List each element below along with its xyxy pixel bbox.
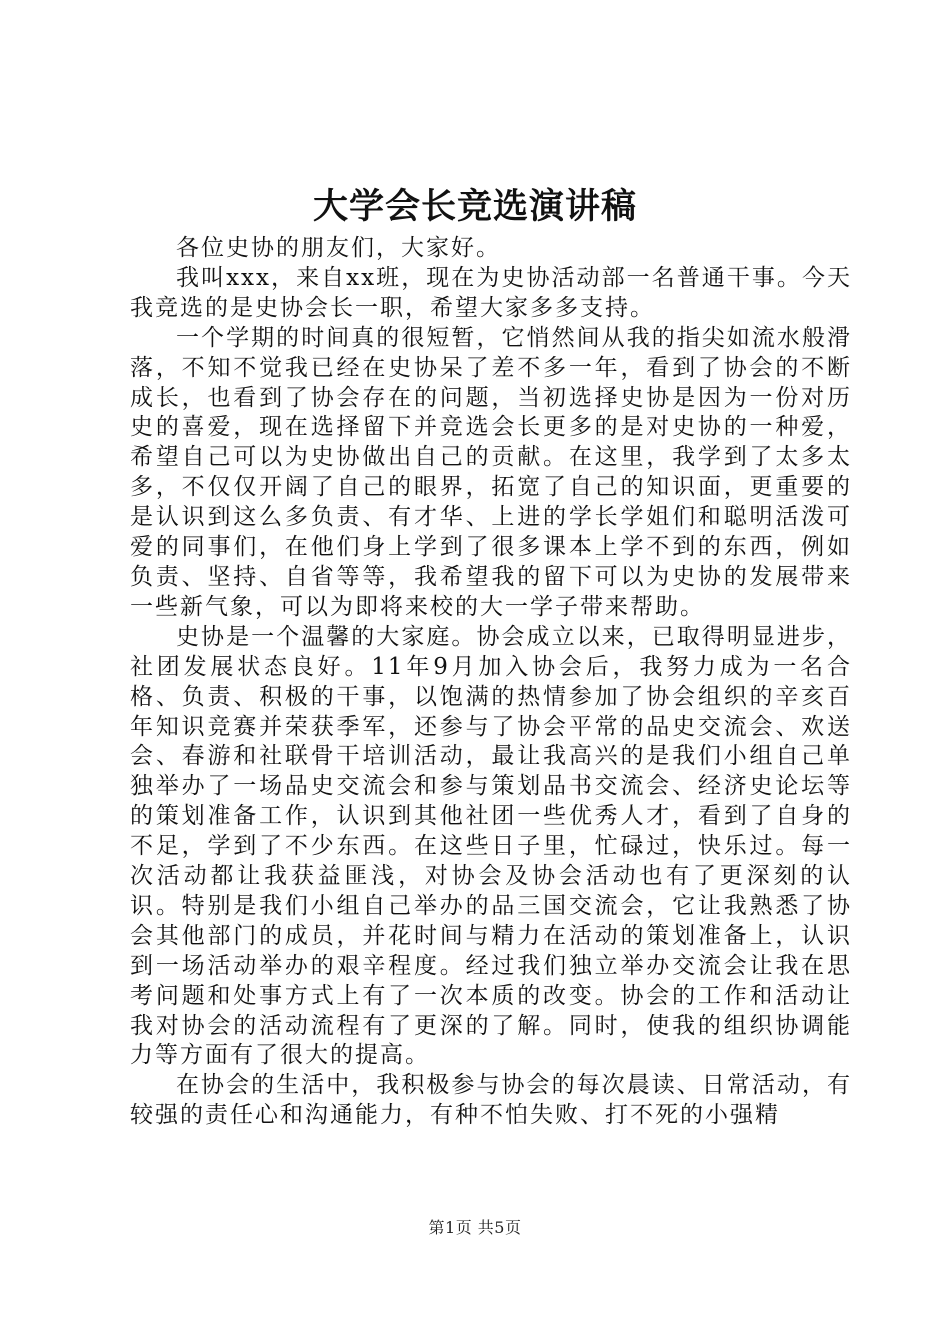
document-title: 大学会长竞选演讲稿 [312, 186, 637, 227]
paragraph-activities: 在协会的生活中，我积极参与协会的每次晨读、日常活动，有较强的责任心和沟通能力，有种不怕失败、打不死的小强精 [130, 1072, 852, 1129]
page-number-footer: 第1页 共5页 [428, 1218, 522, 1237]
paragraph-experience: 一个学期的时间真的很短暂，它悄然间从我的指尖如流水般滑落，不知不觉我已经在史协呆了差不多一年，看到了协会的不断成长，也看到了协会存在的问题，当初选择史协是因为一份对历史的喜爱，现在选择留下并竞选会长更多的是对史协的一种爱，希望自己可以为史协做出自己的贡献。在这里，我学到了太多太多，不仅仅开阔了自己的眼界，拓宽了自己的知识面，更重要的是认识到这么多负责、有才华、上进的学长学姐们和聪明活泼可爱的同事们，在他们身上学到了很多课本上学不到的东西，例如负责、坚持、自省等等，我希望我的留下可以为史协的发展带来一些新气象，可以为即将来校的大一学子带来帮助。 [130, 324, 852, 620]
paragraph-greeting: 各位史协的朋友们，大家好。 [176, 235, 501, 261]
paragraph-association: 史协是一个温馨的大家庭。协会成立以来，已取得明显进步，社团发展状态良好。11年9月加入协会后，我努力成为一名合格、负责、积极的干事，以饱满的热情参加了协会组织的辛亥百年知识竞赛并荣获季军，还参与了协会平常的品史交流会、欢送会、春游和社联骨干培训活动，最让我高兴的是我们小组自己单独举办了一场品史交流会和参与策划品书交流会、经济史论坛等的策划准备工作，认识到其他社团一些优秀人才，看到了自身的不足，学到了不少东西。在这些日子里，忙碌过，快乐过。每一次活动都让我获益匪浅，对协会及协会活动也有了更深刻的认识。特别是我们小组自己举办的品三国交流会，它让我熟悉了协会其他部门的成员，并花时间与精力在活动的策划准备上，认识到一场活动举办的艰辛程度。经过我们独立举办交流会让我在思考问题和处事方式上有了一次本质的改变。协会的工作和活动让我对协会的活动流程有了更深的了解。同时，使我的组织协调能力等方面有了很大的提高。 [130, 623, 852, 1069]
document-body [130, 234, 852, 1131]
paragraph-introduction: 我叫xxx，来自xx班，现在为史协活动部一名普通干事。今天我竞选的是史协会长一职，希望大家多多支持。 [130, 264, 852, 321]
